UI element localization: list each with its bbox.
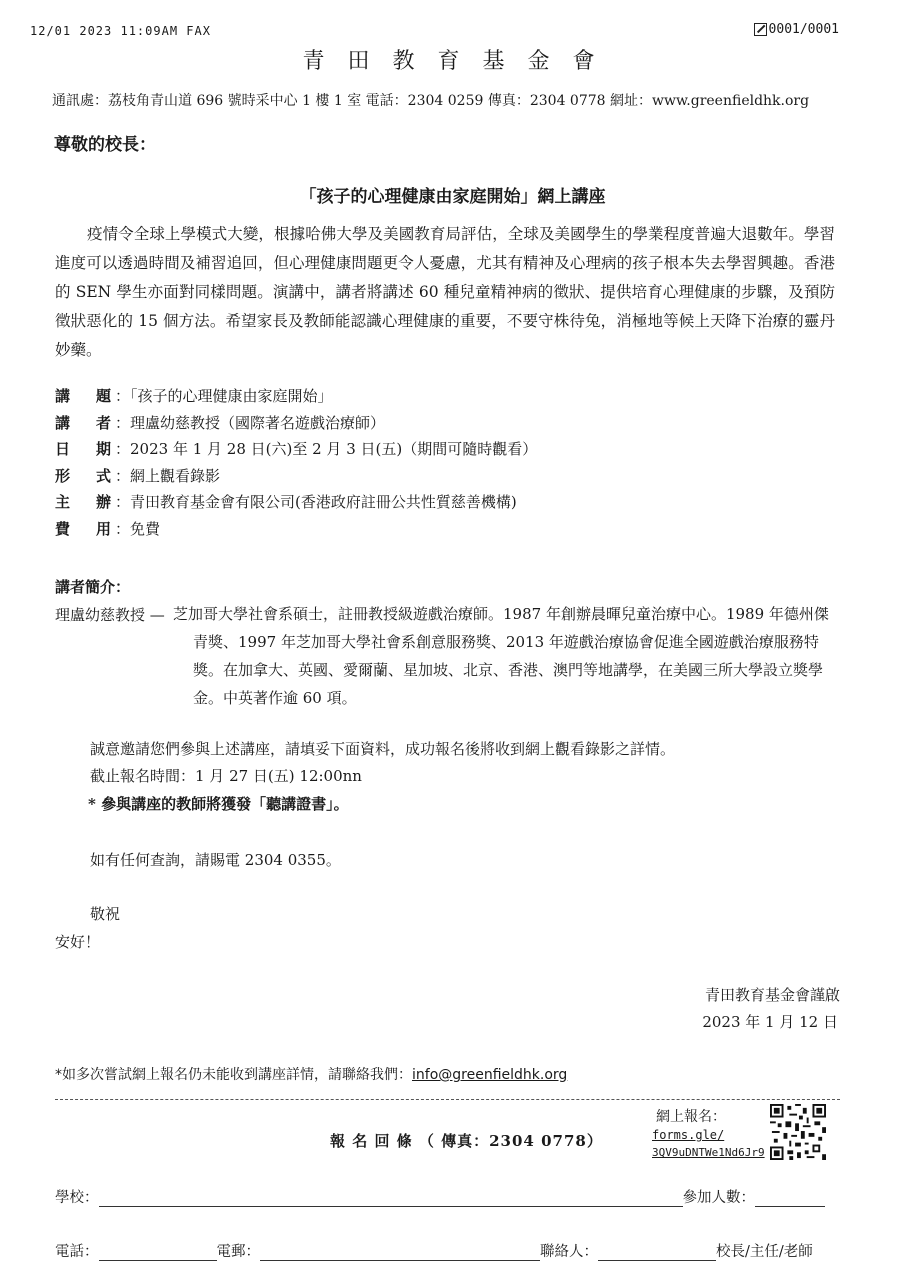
detail-value: ：2023 年 1 月 28 日(六)至 2 月 3 日(五)（期間可隨時觀看）	[115, 440, 538, 458]
detail-row-fee	[55, 518, 537, 545]
detail-row-speaker	[55, 412, 537, 439]
registration-deadline: 截止報名時間：1 月 27 日(五) 12:00nn	[90, 767, 362, 785]
detail-label: 形 式	[55, 466, 111, 485]
detail-label: 講 者	[55, 413, 111, 432]
school-label: 學校：	[55, 1190, 99, 1206]
contact-person-field[interactable]	[598, 1245, 716, 1261]
seminar-title: 「孩子的心理健康由家庭開始」網上講座	[299, 187, 606, 207]
closing-regards: 敬祝	[90, 905, 121, 923]
detail-value: ：網上觀看錄影	[115, 466, 221, 485]
detail-value: ：青田教育基金會有限公司(香港政府註冊公共性質慈善機構)	[115, 493, 517, 511]
organization-name: 青 田 教 育 基 金 會	[302, 49, 603, 74]
contact-note-text: *如多次嘗試網上報名仍未能收到講座詳情，請聯絡我們：	[55, 1067, 412, 1083]
phone-field[interactable]	[99, 1245, 217, 1261]
cut-line	[55, 1099, 840, 1100]
greeting: 尊敬的校長：	[54, 135, 156, 155]
detail-row-topic	[55, 385, 537, 412]
detail-value: ：理盧幼慈教授（國際著名遊戲治療師）	[115, 413, 386, 432]
email-field[interactable]	[260, 1245, 540, 1261]
contact-note	[55, 1064, 567, 1084]
detail-value: ：免費	[115, 519, 161, 538]
speaker-bio-heading: 講者簡介：	[55, 578, 131, 596]
form-row-school	[55, 1186, 845, 1207]
detail-label: 日 期	[55, 440, 111, 458]
email-label: 電郵：	[216, 1244, 260, 1260]
contact-info: 通訊處：荔枝角青山道 696 號時采中心 1 樓 1 室 電話：2304 0259 傳真：2304 0778 網址：www.greenfieldhk.org	[52, 93, 810, 109]
detail-label: 費 用	[55, 519, 111, 538]
detail-row-organizer	[55, 491, 537, 518]
closing-wish: 安好！	[55, 933, 101, 951]
speaker-bio-text: 芝加哥大學社會系碩士，註冊教授級遊戲治療師。1987 年創辦晨暉兒童治療中心。1989 年德州傑青獎、1997 年芝加哥大學社會系創意服務獎、2013 年遊戲治療協會促進全國遊戲治療服務特獎。在加拿大、英國、愛爾蘭、星加坡、北京、香港、澳門等地講學，在美國三所大學設立獎學金。中英著作逾 60 項。	[173, 605, 829, 707]
detail-row-format	[55, 465, 537, 492]
reply-form-title: 報 名 回 條 （ 傳真：2304 0778）	[330, 1132, 603, 1150]
speaker-name: 理盧幼慈教授 —	[55, 606, 165, 624]
attendees-field[interactable]	[755, 1191, 825, 1207]
school-field[interactable]	[99, 1191, 683, 1207]
signature-org: 青田教育基金會謹啟	[704, 986, 840, 1004]
enquiry-text: 如有任何查詢，請賜電 2304 0355。	[90, 851, 341, 869]
detail-label: 主 辦	[55, 493, 111, 511]
online-registration-label: 網上報名：	[656, 1109, 726, 1125]
detail-label: 講 題	[55, 387, 111, 405]
qr-code-icon[interactable]	[770, 1104, 826, 1160]
intro-paragraph: 疫情令全球上學模式大變，根據哈佛大學及美國教育局評估，全球及美國學生的學業程度普遍大退數年。學習進度可以透過時間及補習追回，但心理健康問題更令人憂慮，尤其有精神及心理病的孩子根本失去學習興趣。香港的 SEN 學生亦面對同樣問題。演講中，講者將講述 60 種兒童精神病的徵狀、提供培育心理健康的步驟，及預防徵狀惡化的 15 個方法。希望家長及教師能認識心理健康的重要，不要守株待兔，消極地等候上天降下治療的靈丹妙藥。	[55, 225, 835, 359]
detail-value: ：「孩子的心理健康由家庭開始」	[115, 387, 333, 405]
registration-link-part1[interactable]: forms.gle/	[652, 1128, 725, 1142]
role-options[interactable]: 校長/主任/老師	[716, 1244, 813, 1260]
contact-person-label: 聯絡人：	[540, 1244, 598, 1260]
seminar-details	[55, 385, 537, 544]
registration-link-part2[interactable]: 3QV9uDNTWe1Nd6Jr9	[652, 1146, 765, 1159]
form-row-contact	[55, 1240, 845, 1261]
fax-page-icon	[754, 23, 767, 36]
invitation-text: 誠意邀請您們參與上述講座，請填妥下面資料，成功報名後將收到網上觀看錄影之詳情。	[90, 740, 676, 758]
fax-page-number: 0001/0001	[768, 22, 839, 37]
fax-header: 12/01 2023 11:09AM FAX	[30, 24, 211, 38]
fax-page-indicator	[754, 22, 839, 37]
contact-email-link[interactable]: info@greenfieldhk.org	[412, 1067, 568, 1083]
attendees-label: 參加人數：	[682, 1190, 755, 1206]
detail-row-date	[55, 438, 537, 465]
phone-label: 電話：	[55, 1244, 99, 1260]
signature-date: 2023 年 1 月 12 日	[702, 1013, 838, 1031]
certificate-note: * 參與講座的教師將獲發「聽講證書」。	[88, 795, 349, 813]
